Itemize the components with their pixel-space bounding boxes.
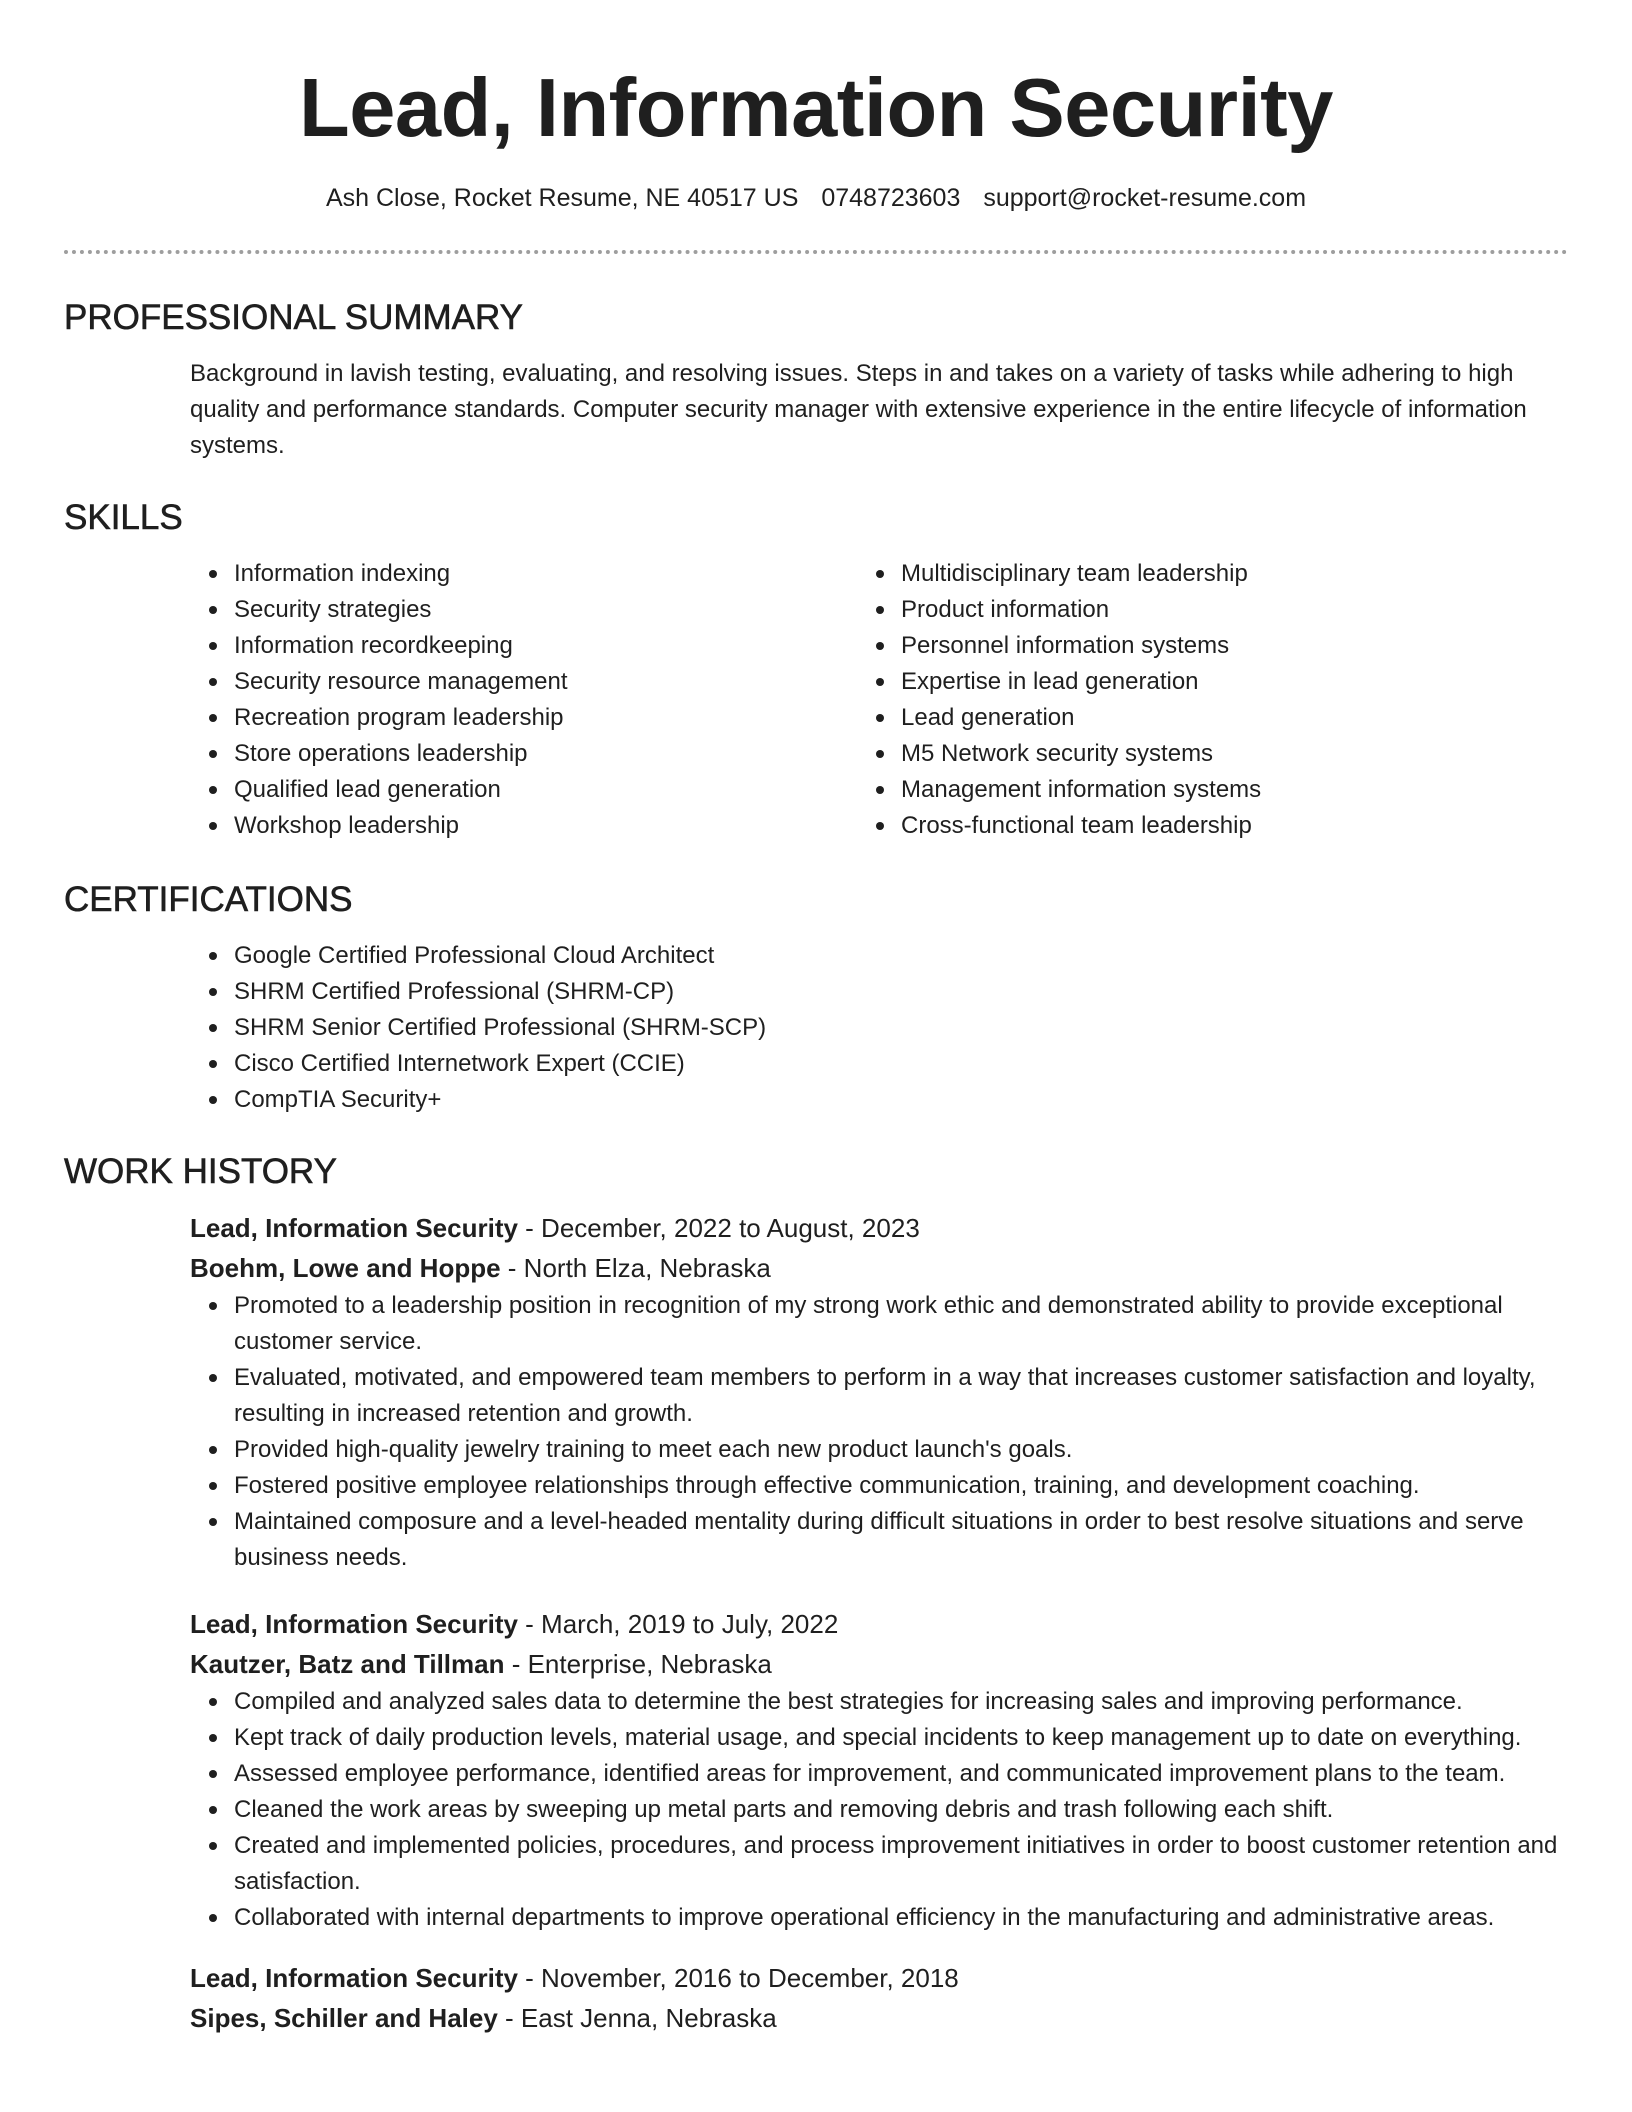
job-bullet: Assessed employee performance, identified areas for improvement, and communicated improvement plans to the team.	[234, 1756, 1568, 1792]
job-bullet: Cleaned the work areas by sweeping up metal parts and removing debris and trash following each shift.	[234, 1792, 1568, 1828]
skills-list-left	[234, 556, 901, 844]
resume-name: Lead, Information Security	[299, 61, 1333, 154]
job-company-line	[190, 1998, 1568, 2038]
skill-item: Cross-functional team leadership	[901, 808, 1568, 844]
job-dates: - December, 2022 to August, 2023	[517, 1213, 920, 1243]
skill-item: Information indexing	[234, 556, 901, 592]
skill-item: Qualified lead generation	[234, 772, 901, 808]
summary-section	[64, 296, 1568, 464]
certification-item: CompTIA Security+	[234, 1082, 1568, 1118]
job-dates: - November, 2016 to December, 2018	[517, 1963, 959, 1993]
summary-title: PROFESSIONAL SUMMARY	[64, 298, 523, 337]
certifications-list	[64, 938, 1568, 1118]
contact-line	[0, 180, 1632, 216]
skill-item: M5 Network security systems	[901, 736, 1568, 772]
job-role: Lead, Information Security	[190, 1213, 518, 1243]
job-entry	[64, 1208, 1568, 1576]
skills-section	[64, 496, 1568, 844]
work-history-section	[64, 1150, 1568, 2038]
skill-item: Personnel information systems	[901, 628, 1568, 664]
certification-item: SHRM Senior Certified Professional (SHRM-SCP)	[234, 1010, 1568, 1046]
job-bullets	[64, 1684, 1568, 1936]
job-company-line	[190, 1248, 1568, 1288]
job-bullet: Collaborated with internal departments to improve operational efficiency in the manufacturing and administrative areas.	[234, 1900, 1568, 1936]
contact-email: support@rocket-resume.com	[983, 184, 1307, 212]
job-bullet: Compiled and analyzed sales data to determine the best strategies for increasing sales and improving performance.	[234, 1684, 1568, 1720]
job-company-line	[190, 1644, 1568, 1684]
contact-phone: 0748723603	[821, 184, 961, 212]
job-bullet: Evaluated, motivated, and empowered team members to perform in a way that increases customer satisfaction and loyalty, resulting in increased retention and growth.	[234, 1360, 1568, 1432]
skill-item: Security strategies	[234, 592, 901, 628]
job-role-line	[190, 1208, 1568, 1248]
skill-item: Workshop leadership	[234, 808, 901, 844]
job-bullet: Fostered positive employee relationships through effective communication, training, and development coaching.	[234, 1468, 1568, 1504]
job-role: Lead, Information Security	[190, 1963, 518, 1993]
work-history-title: WORK HISTORY	[64, 1152, 337, 1191]
job-bullet: Maintained composure and a level-headed mentality during difficult situations in order to best resolve situations and serve business needs.	[234, 1504, 1568, 1576]
skill-item: Recreation program leadership	[234, 700, 901, 736]
skill-item: Security resource management	[234, 664, 901, 700]
job-bullet: Provided high-quality jewelry training to meet each new product launch's goals.	[234, 1432, 1568, 1468]
job-bullet: Promoted to a leadership position in recognition of my strong work ethic and demonstrated ability to provide exceptional customer service.	[234, 1288, 1568, 1360]
job-dates: - March, 2019 to July, 2022	[517, 1609, 839, 1639]
job-role: Lead, Information Security	[190, 1609, 518, 1639]
job-role-line	[190, 1604, 1568, 1644]
job-bullet: Created and implemented policies, procedures, and process improvement initiatives in order to boost customer retention and satisfaction.	[234, 1828, 1568, 1900]
certification-item: Google Certified Professional Cloud Architect	[234, 938, 1568, 974]
job-location: - North Elza, Nebraska	[500, 1253, 771, 1283]
job-entry	[64, 1604, 1568, 1936]
job-bullet: Kept track of daily production levels, material usage, and special incidents to keep management up to date on everything.	[234, 1720, 1568, 1756]
certifications-section	[64, 878, 1568, 1118]
skills-title: SKILLS	[64, 498, 183, 537]
skill-item: Multidisciplinary team leadership	[901, 556, 1568, 592]
header-divider	[64, 250, 1568, 254]
summary-text: Background in lavish testing, evaluating, and resolving issues. Steps in and takes on a variety of tasks while adhering to high quality and performance standards. Computer security manager with extensive experience in the entire lifecycle of information systems.	[190, 360, 1527, 459]
skills-grid	[64, 556, 1568, 844]
contact-address: Ash Close, Rocket Resume, NE 40517 US	[325, 184, 799, 212]
job-entry	[64, 1958, 1568, 2038]
job-role-line	[190, 1958, 1568, 1998]
skills-list-right	[901, 556, 1568, 844]
job-bullets	[64, 1288, 1568, 1576]
certification-item: SHRM Certified Professional (SHRM-CP)	[234, 974, 1568, 1010]
skill-item: Product information	[901, 592, 1568, 628]
job-company: Sipes, Schiller and Haley	[190, 2003, 498, 2033]
skill-item: Store operations leadership	[234, 736, 901, 772]
job-location: - East Jenna, Nebraska	[497, 2003, 777, 2033]
skill-item: Expertise in lead generation	[901, 664, 1568, 700]
certification-item: Cisco Certified Internetwork Expert (CCIE)	[234, 1046, 1568, 1082]
skill-item: Management information systems	[901, 772, 1568, 808]
job-company: Boehm, Lowe and Hoppe	[190, 1253, 501, 1283]
skill-item: Information recordkeeping	[234, 628, 901, 664]
certifications-title: CERTIFICATIONS	[64, 880, 353, 919]
skill-item: Lead generation	[901, 700, 1568, 736]
job-company: Kautzer, Batz and Tillman	[190, 1649, 505, 1679]
job-location: - Enterprise, Nebraska	[504, 1649, 772, 1679]
